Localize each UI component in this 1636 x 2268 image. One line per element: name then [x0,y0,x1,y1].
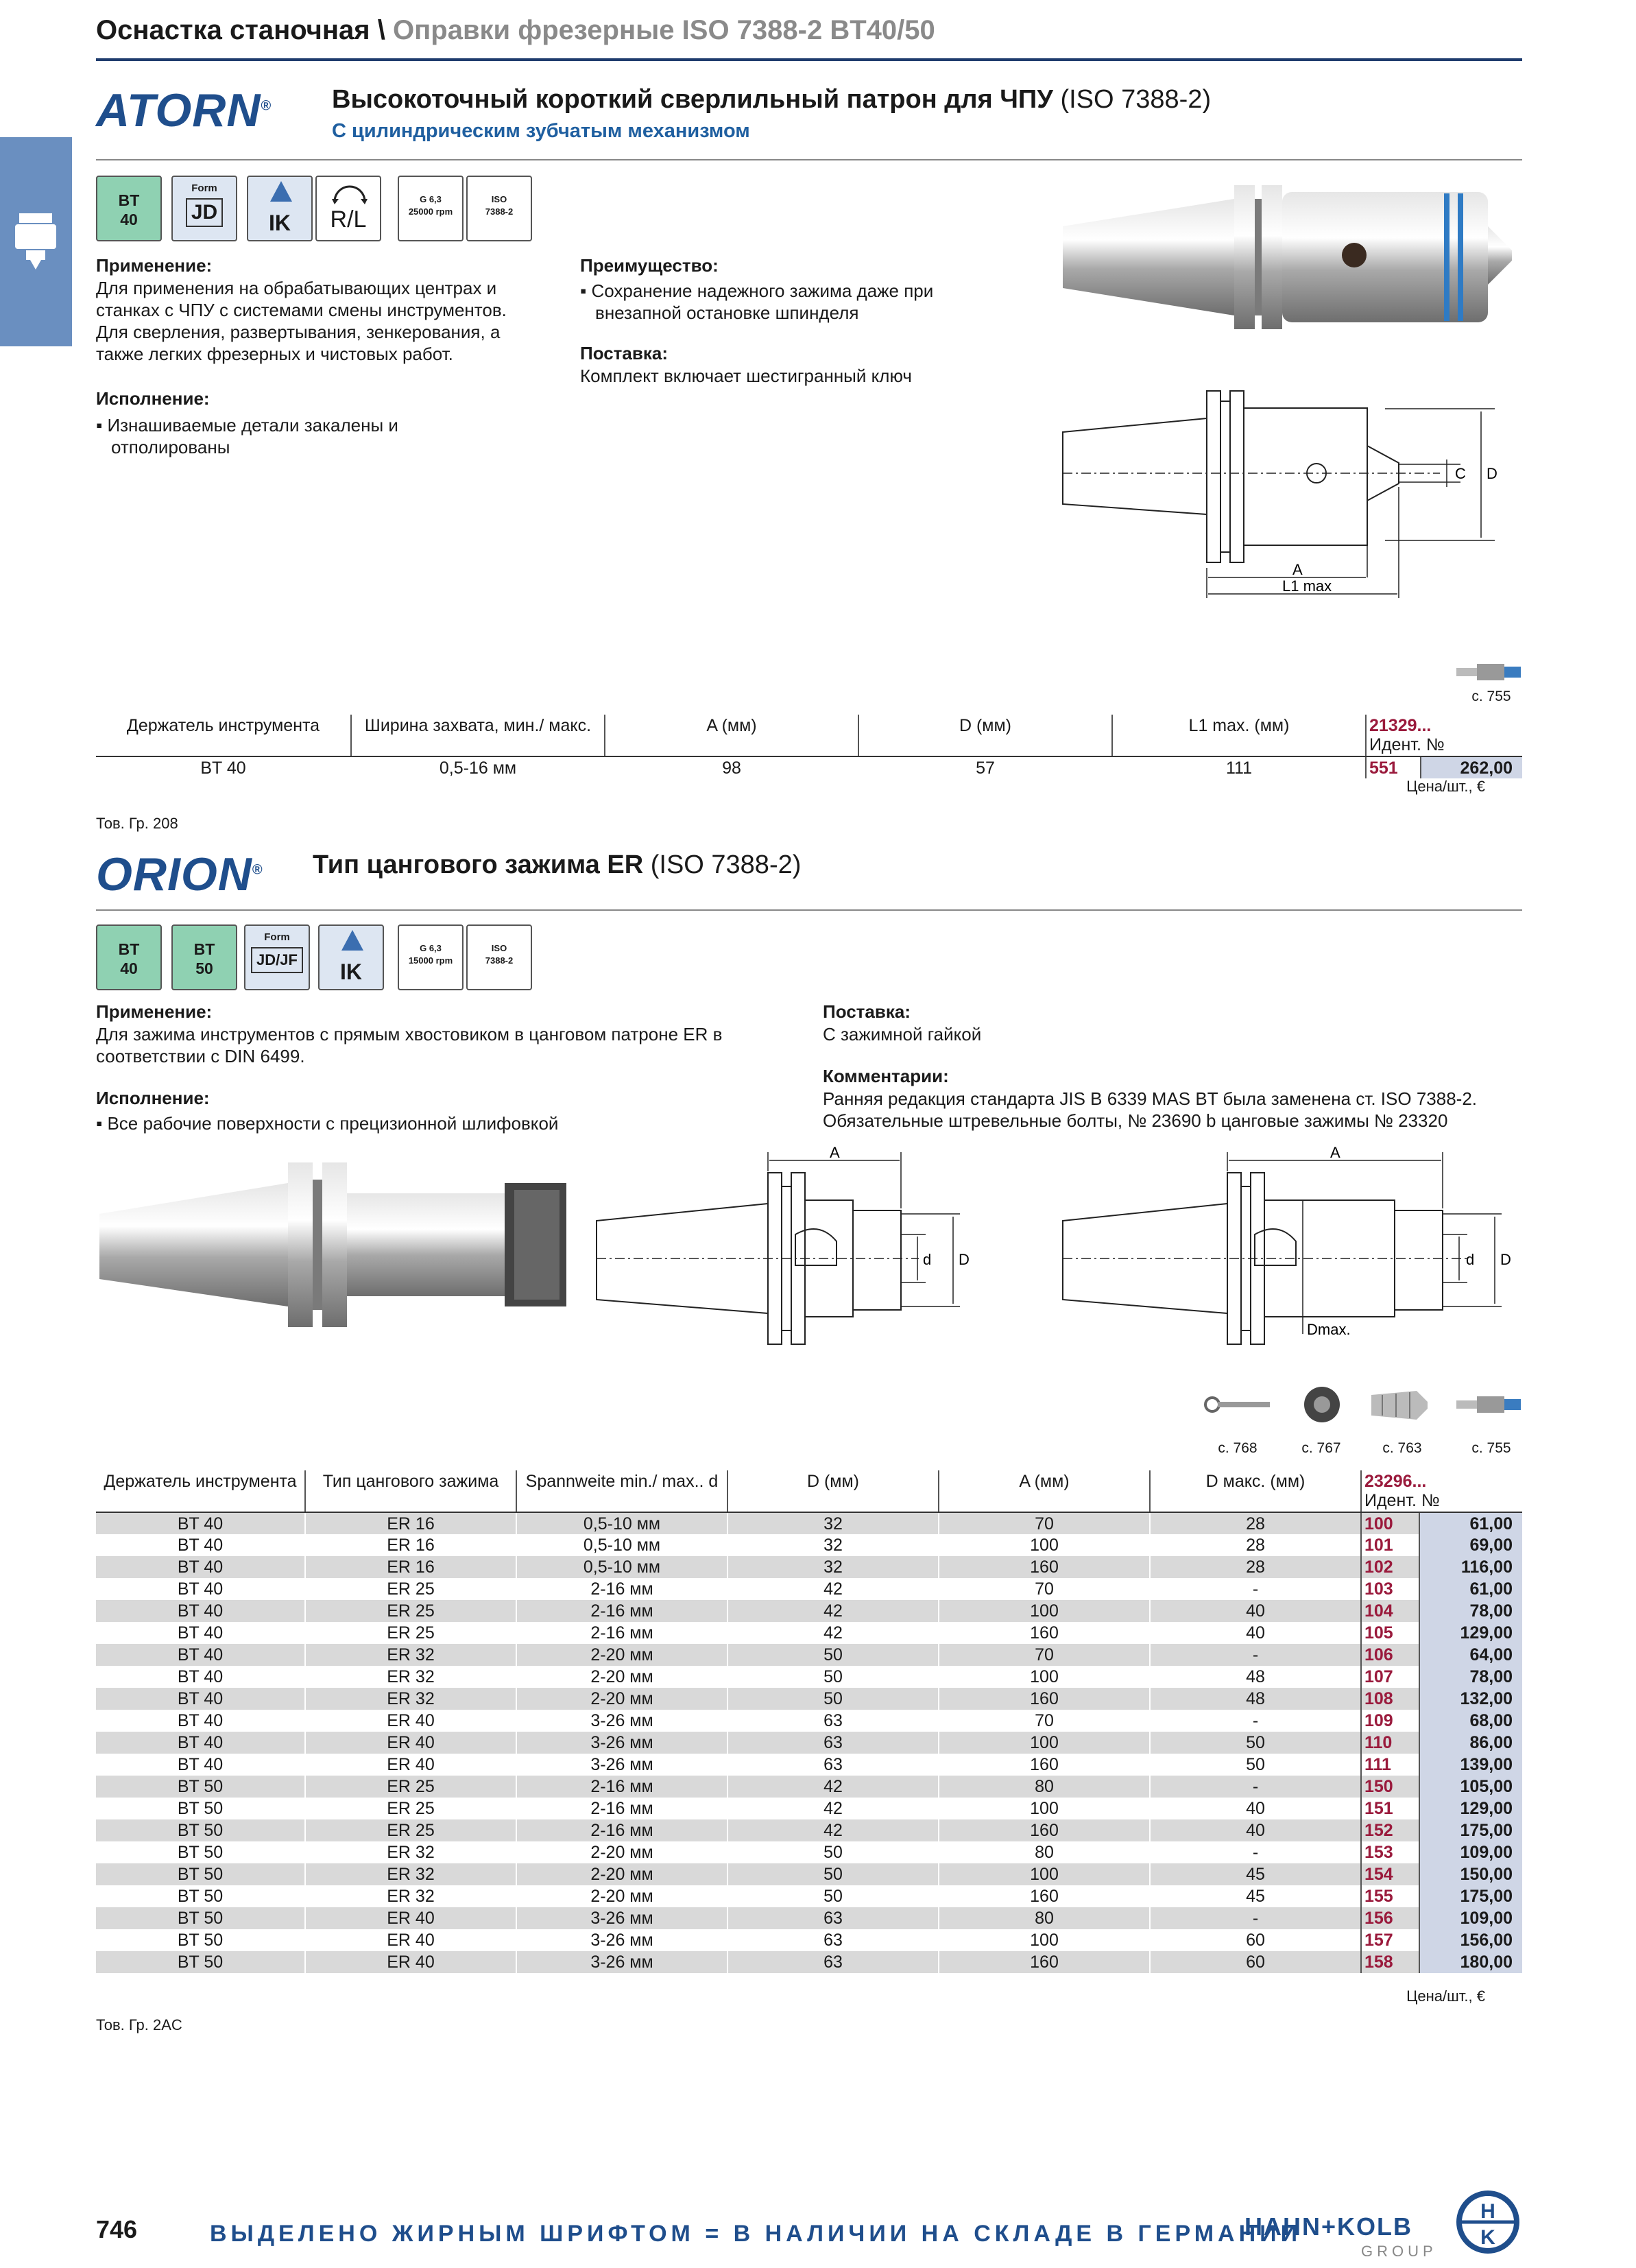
cell-price: 78,00 [1419,1600,1522,1622]
cell-range: 2-20 мм [516,1863,727,1885]
cell-price: 78,00 [1419,1666,1522,1688]
orion-group: Тов. Гр. 2AC [96,2016,182,2033]
cell-price: 129,00 [1419,1798,1522,1819]
cell-d: 42 [727,1600,939,1622]
table-row[interactable] [96,1841,1522,1863]
cell-dmax: - [1150,1644,1361,1666]
atorn-application-heading: Применение: [96,255,213,276]
cell-price: 139,00 [1419,1754,1522,1776]
pull-stud-icon [1455,1391,1524,1418]
cell-code: 157 [1361,1929,1419,1951]
cell-code: 111 [1361,1754,1419,1776]
cell-dmax: 50 [1150,1732,1361,1754]
cell-holder: BT 40 [96,1600,305,1622]
cell-dmax: 40 [1150,1600,1361,1622]
table-row[interactable]: BT 40 0,5-16 мм 98 57 111 551 262,00 [96,756,1522,778]
cell-d: 63 [727,1732,939,1754]
cell-dmax: - [1150,1841,1361,1863]
cell-range: 3-26 мм [516,1732,727,1754]
cell-range: 2-20 мм [516,1885,727,1907]
cell-holder: BT 50 [96,1907,305,1929]
table-row[interactable] [96,1885,1522,1907]
table-row[interactable] [96,1512,1522,1534]
orion-dim-d2-big: D [1500,1251,1511,1268]
cell-type: ER 32 [305,1644,516,1666]
cell-d: 42 [727,1819,939,1841]
collet-icon [1369,1388,1430,1422]
cell-a: 160 [939,1819,1150,1841]
cell-code: 154 [1361,1863,1419,1885]
col-holder: Держатель инструмента [96,715,351,756]
cell-holder: BT 40 [96,1754,305,1776]
col-ident: 23296... Идент. № [1361,1470,1522,1512]
cell-price: 129,00 [1419,1622,1522,1644]
cell-range: 2-16 мм [516,1622,727,1644]
cell-price: 109,00 [1419,1841,1522,1863]
orion-product-photo [96,1152,576,1337]
cell-price: 175,00 [1419,1885,1522,1907]
table-row[interactable] [96,1819,1522,1841]
cell-holder: BT 50 [96,1929,305,1951]
cell-a: 160 [939,1885,1150,1907]
cell-range: 3-26 мм [516,1754,727,1776]
cell-code: 151 [1361,1798,1419,1819]
orion-accessory-ref[interactable]: с. 768 [1218,1440,1258,1456]
cell-range: 3-26 мм [516,1710,727,1732]
cell-a: 100 [939,1666,1150,1688]
cell-range: 3-26 мм [516,1907,727,1929]
cell-dmax: - [1150,1907,1361,1929]
cell-code: 106 [1361,1644,1419,1666]
section-side-tab[interactable] [0,137,72,346]
cell-d: 63 [727,1710,939,1732]
header-divider: \ [370,15,393,45]
atorn-advantage-heading: Преимущество: [580,255,719,276]
orion-title: Тип цангового зажима ER (ISO 7388-2) [313,850,802,879]
table-row[interactable] [96,1622,1522,1644]
cell-dmax: - [1150,1710,1361,1732]
table-row[interactable] [96,1600,1522,1622]
cell-code: 155 [1361,1885,1419,1907]
cell-code: 153 [1361,1841,1419,1863]
cell-a: 70 [939,1710,1150,1732]
orion-accessory-ref[interactable]: с. 755 [1471,1440,1511,1456]
cell-price: 156,00 [1419,1929,1522,1951]
atorn-subtitle: С цилиндрическим зубчатым механизмом [332,120,750,142]
badge-balance: G 6,3 25000 rpm [398,176,464,241]
orion-price-unit: Цена/шт., € [1406,1988,1485,2005]
coolant-triangle-icon [270,181,292,202]
cell-d: 50 [727,1885,939,1907]
atorn-dim-c: C [1455,465,1466,482]
cell-holder: BT 40 [96,1666,305,1688]
cell-range: 2-16 мм [516,1776,727,1798]
table-row[interactable] [96,1688,1522,1710]
orion-dim-d2-small: d [1466,1251,1475,1268]
cell-a: 100 [939,1798,1150,1819]
cell-d: 63 [727,1754,939,1776]
cell-price: 68,00 [1419,1710,1522,1732]
cell-d: 50 [727,1666,939,1688]
cell-code: 105 [1361,1622,1419,1644]
cell-holder: BT 40 [96,1644,305,1666]
orion-drawing-long [1056,1145,1529,1365]
table-row[interactable] [96,1754,1522,1776]
cell-d: 50 [727,1688,939,1710]
cell-code: 107 [1361,1666,1419,1688]
table-row[interactable] [96,1666,1522,1688]
cell-price: 61,00 [1419,1512,1522,1534]
atorn-separator [96,159,1522,160]
cell-price: 105,00 [1419,1776,1522,1798]
orion-execution-item: ▪ Все рабочие поверхности с прецизионной шлифовкой [96,1113,559,1134]
table-row[interactable] [96,1556,1522,1578]
cell-d: 32 [727,1512,939,1534]
cell-range: 2-20 мм [516,1666,727,1688]
cell-dmax: 60 [1150,1929,1361,1951]
orion-dim-d1-small: d [923,1251,932,1268]
atorn-application-text: Для применения на обрабатывающих центрах и станках с ЧПУ с системами смены инструментов. Для сверления, развертывания, зенкерования, а также легких фрезерных и чистовых работ. [96,278,507,364]
cell-a: 70 [939,1578,1150,1600]
atorn-execution-heading: Исполнение: [96,388,210,409]
orion-comments-line1: Ранняя редакция стандарта JIS B 6339 MAS BT была заменена ст. ISO 7388-2. [823,1088,1478,1109]
cell-d: 42 [727,1776,939,1798]
table-row[interactable] [96,1798,1522,1819]
cell-type: ER 32 [305,1688,516,1710]
cell-range: 3-26 мм [516,1929,727,1951]
atorn-execution-item: ▪ Изнашиваемые детали закалены и отполированы [96,415,398,457]
cell-type: ER 32 [305,1666,516,1688]
cell-dmax: 50 [1150,1754,1361,1776]
orion-application-heading: Применение: [96,1001,213,1022]
cell-a: 100 [939,1534,1150,1556]
badge-iso: ISO 7388-2 [466,176,532,241]
cell-dmax: 60 [1150,1951,1361,1973]
cell-holder: BT 50 [96,1863,305,1885]
cell-price: 109,00 [1419,1907,1522,1929]
col-range: Ширина захвата, мин./ макс. [351,715,605,756]
table-row[interactable] [96,1644,1522,1666]
table-row[interactable] [96,1929,1522,1951]
cell-dmax: - [1150,1578,1361,1600]
cell-code: 150 [1361,1776,1419,1798]
cell-holder: BT 40 [96,1732,305,1754]
header-rule [96,58,1522,61]
atorn-title: Высокоточный короткий сверлильный патрон для ЧПУ (ISO 7388-2) [332,85,1212,114]
orion-accessory-ref[interactable]: с. 767 [1301,1440,1341,1456]
cell-dmax: - [1150,1776,1361,1798]
cell-price: 180,00 [1419,1951,1522,1973]
cell-type: ER 40 [305,1951,516,1973]
cell-price: 64,00 [1419,1644,1522,1666]
table-row[interactable] [96,1951,1522,1973]
cell-holder: BT 50 [96,1885,305,1907]
badge-bt40: BT 40 [96,176,162,241]
orion-separator [96,909,1522,911]
col-dmax: D макс. (мм) [1150,1470,1361,1512]
table-row[interactable] [96,1578,1522,1600]
cell-a: 160 [939,1754,1150,1776]
col-d: D (мм) [858,715,1112,756]
atorn-spec-table [96,715,1522,778]
cell-holder: BT 50 [96,1819,305,1841]
cell-type: ER 40 [305,1907,516,1929]
svg-text:H: H [1480,2200,1495,2223]
orion-comments-line2: Обязательные штревельные болты, № 23690 b цанговые зажимы № 23320 [823,1110,1448,1131]
cell-type: ER 16 [305,1512,516,1534]
cell-type: ER 25 [305,1578,516,1600]
table-row[interactable] [96,1710,1522,1732]
cell-range: 2-16 мм [516,1578,727,1600]
cell-a: 70 [939,1644,1150,1666]
orion-spec-table [96,1470,1522,1973]
cell-d: 50 [727,1644,939,1666]
table-row[interactable] [96,1907,1522,1929]
rotation-arrow-icon [329,181,370,204]
cell-type: ER 25 [305,1819,516,1841]
cell-code: 104 [1361,1600,1419,1622]
svg-text:K: K [1480,2226,1495,2249]
cell-d: 63 [727,1907,939,1929]
cell-type: ER 40 [305,1732,516,1754]
orion-application-text: Для зажима инструментов с прямым хвостовиком в цанговом патроне ER в соответствии с DIN 6499. [96,1024,723,1066]
cell-a: 100 [939,1600,1150,1622]
cell-type: ER 25 [305,1600,516,1622]
cell-type: ER 32 [305,1885,516,1907]
coolant-triangle-icon [341,930,363,951]
orion-comments-heading: Комментарии: [823,1066,949,1086]
cell-range: 2-20 мм [516,1841,727,1863]
cell-d: 50 [727,1841,939,1863]
cell-a: 80 [939,1841,1150,1863]
cell-price: 132,00 [1419,1688,1522,1710]
atorn-supply-text: Комплект включает шестигранный ключ [580,366,912,386]
cell-holder: BT 50 [96,1798,305,1819]
drill-chuck-icon [5,209,66,271]
cell-dmax: 28 [1150,1534,1361,1556]
table-header-row [96,1470,1522,1512]
wrench-icon [1204,1391,1273,1418]
badge-rotation: R/L [315,176,381,241]
col-holder: Держатель инструмента [96,1470,305,1512]
table-header-row [96,715,1522,756]
cell-code: 156 [1361,1907,1419,1929]
col-d: D (мм) [727,1470,939,1512]
cell-holder: BT 50 [96,1841,305,1863]
atorn-dim-l1: L1 max [1282,577,1332,595]
atorn-group: Тов. Гр. 208 [96,815,178,832]
orion-dim-a2: A [1330,1145,1340,1161]
pull-stud-icon [1455,658,1524,686]
page-number: 746 [96,2215,138,2243]
orion-dim-a1: A [830,1145,840,1161]
cell-price: 175,00 [1419,1819,1522,1841]
cell-range: 3-26 мм [516,1951,727,1973]
cell-code: 110 [1361,1732,1419,1754]
cell-dmax: 48 [1150,1688,1361,1710]
atorn-technical-drawing [1056,384,1529,604]
cell-range: 2-20 мм [516,1688,727,1710]
col-a: A (мм) [939,1470,1150,1512]
cell-code: 100 [1361,1512,1419,1534]
brand-group: GROUP [1361,2243,1437,2260]
cell-d: 42 [727,1798,939,1819]
cell-dmax: 45 [1150,1863,1361,1885]
badge-ik: IK [318,924,384,990]
cell-dmax: 45 [1150,1885,1361,1907]
cell-a: 80 [939,1776,1150,1798]
cell-dmax: 40 [1150,1819,1361,1841]
badge-form-jd: Form JD [171,176,237,241]
cell-d: 63 [727,1951,939,1973]
atorn-dim-d: D [1487,465,1497,482]
cell-holder: BT 40 [96,1578,305,1600]
cell-d: 63 [727,1929,939,1951]
cell-d: 50 [727,1863,939,1885]
orion-supply-heading: Поставка: [823,1001,911,1022]
badge-ik: IK [247,176,313,241]
col-range: Spannweite min./ max.. d [516,1470,727,1512]
cell-type: ER 16 [305,1534,516,1556]
cell-price: 150,00 [1419,1863,1522,1885]
cell-price: 61,00 [1419,1578,1522,1600]
cell-dmax: 40 [1150,1798,1361,1819]
cell-code: 109 [1361,1710,1419,1732]
badge-bt40: BT 40 [96,924,162,990]
cell-dmax: 40 [1150,1622,1361,1644]
cell-holder: BT 50 [96,1776,305,1798]
orion-drawing-short [590,1145,1015,1365]
brand-name: HAHN+KOLB [1244,2212,1413,2241]
table-row[interactable] [96,1732,1522,1754]
cell-range: 2-20 мм [516,1644,727,1666]
cell-a: 100 [939,1732,1150,1754]
atorn-advantage-item: ▪ Сохранение надежного зажима даже при внезапной остановке шпинделя [580,280,934,323]
cell-type: ER 32 [305,1841,516,1863]
cell-range: 2-16 мм [516,1819,727,1841]
atorn-logo: ATORN® [96,84,272,136]
atorn-accessory-ref[interactable]: с. 755 [1471,689,1511,704]
cell-holder: BT 40 [96,1534,305,1556]
cell-d: 42 [727,1578,939,1600]
cell-holder: BT 40 [96,1688,305,1710]
table-row[interactable] [96,1534,1522,1556]
cell-holder: BT 40 [96,1556,305,1578]
col-collet-type: Тип цангового зажима [305,1470,516,1512]
cell-code: 101 [1361,1534,1419,1556]
atorn-price-unit: Цена/шт., € [1406,778,1485,795]
cell-holder: BT 40 [96,1512,305,1534]
orion-dim-d1-big: D [959,1251,970,1268]
cell-holder: BT 40 [96,1710,305,1732]
cell-holder: BT 50 [96,1951,305,1973]
cell-a: 160 [939,1622,1150,1644]
cell-d: 32 [727,1534,939,1556]
cell-range: 0,5-10 мм [516,1556,727,1578]
cell-d: 32 [727,1556,939,1578]
cell-type: ER 25 [305,1622,516,1644]
cell-price: 116,00 [1419,1556,1522,1578]
cell-a: 160 [939,1556,1150,1578]
cell-d: 42 [727,1622,939,1644]
cell-type: ER 25 [305,1776,516,1798]
cell-holder: BT 40 [96,1622,305,1644]
cell-range: 2-16 мм [516,1600,727,1622]
cell-a: 100 [939,1929,1150,1951]
table-row[interactable] [96,1863,1522,1885]
cell-a: 70 [939,1512,1150,1534]
cell-range: 0,5-10 мм [516,1512,727,1534]
cell-dmax: 48 [1150,1666,1361,1688]
hk-logo-icon [1454,2188,1522,2256]
col-ident: 21329... Идент. № [1366,715,1522,756]
cell-a: 100 [939,1863,1150,1885]
atorn-product-photo [1056,171,1522,343]
cell-range: 0,5-10 мм [516,1534,727,1556]
badge-form-jdjf: Form JD/JF [244,924,310,990]
cell-type: ER 32 [305,1863,516,1885]
cell-code: 103 [1361,1578,1419,1600]
badge-balance: G 6,3 15000 rpm [398,924,464,990]
badge-bt50: BT 50 [171,924,237,990]
table-row[interactable] [96,1776,1522,1798]
stock-note: ВЫДЕЛЕНО ЖИРНЫМ ШРИФТОМ = В НАЛИЧИИ НА СКЛАДЕ В ГЕРМАНИИ [210,2221,1302,2247]
cell-type: ER 25 [305,1798,516,1819]
cell-type: ER 16 [305,1556,516,1578]
cell-range: 2-16 мм [516,1798,727,1819]
cell-code: 102 [1361,1556,1419,1578]
cell-type: ER 40 [305,1710,516,1732]
cell-a: 80 [939,1907,1150,1929]
orion-dim-dmax: Dmax. [1307,1321,1351,1338]
header-sub: Оправки фрезерные ISO 7388-2 BT40/50 [392,15,935,45]
cell-a: 160 [939,1688,1150,1710]
cell-type: ER 40 [305,1754,516,1776]
orion-accessory-ref[interactable]: с. 763 [1382,1440,1422,1456]
cell-code: 158 [1361,1951,1419,1973]
header-main: Оснастка станочная [96,15,370,45]
cell-dmax: 28 [1150,1512,1361,1534]
col-a: A (мм) [605,715,858,756]
collet-nut-icon [1301,1384,1343,1425]
orion-logo: ORION® [96,848,263,900]
page-header [96,15,935,46]
atorn-supply-heading: Поставка: [580,343,668,363]
cell-a: 160 [939,1951,1150,1973]
cell-code: 108 [1361,1688,1419,1710]
cell-price: 86,00 [1419,1732,1522,1754]
cell-price: 69,00 [1419,1534,1522,1556]
badge-iso: ISO 7388-2 [466,924,532,990]
cell-type: ER 40 [305,1929,516,1951]
cell-dmax: 28 [1150,1556,1361,1578]
orion-execution-heading: Исполнение: [96,1088,210,1108]
orion-supply-text: С зажимной гайкой [823,1024,982,1045]
col-l1: L1 max. (мм) [1112,715,1366,756]
cell-code: 152 [1361,1819,1419,1841]
atorn-dim-a: A [1292,561,1303,578]
